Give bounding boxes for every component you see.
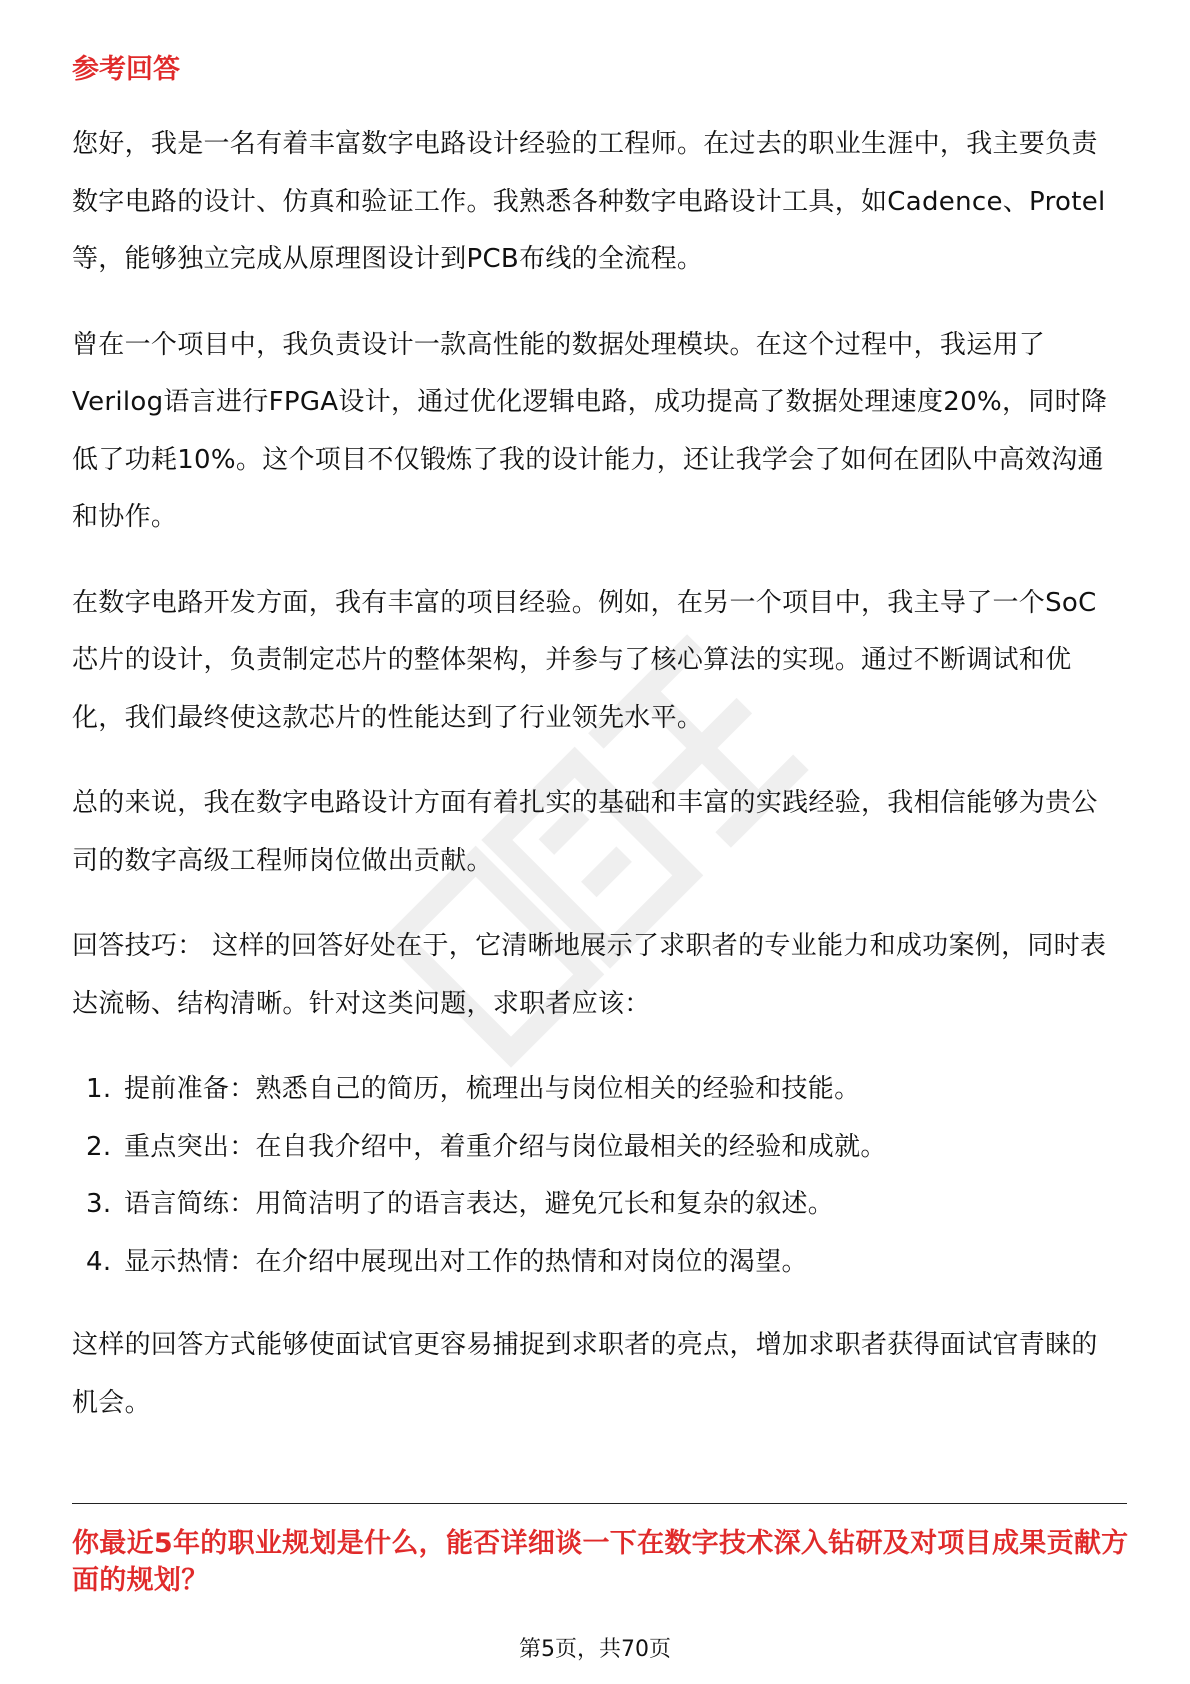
list-item-text: 重点突出：在自我介绍中，着重介绍与岗位最相关的经验和成就。 xyxy=(124,1131,887,1162)
list-item-text: 显示热情：在介绍中展现出对工作的热情和对岗位的渴望。 xyxy=(124,1246,808,1277)
answer-paragraph: 曾在一个项目中，我负责设计一款高性能的数据处理模块。在这个过程中，我运用了Verilog语言进行FPGA设计，通过优化逻辑电路，成功提高了数据处理速度20%，同时降低了功耗10%。这个项目不仅锻炼了我的设计能力，还让我学会了如何在团队中高效沟通和协作。 xyxy=(72,329,1108,532)
list-item-number: 2. xyxy=(86,1131,112,1162)
answer-paragraph: 您好，我是一名有着丰富数字电路设计经验的工程师。在过去的职业生涯中，我主要负责数字电路的设计、仿真和验证工作。我熟悉各种数字电路设计工具，如Cadence、Protel等，能够独立完成从原理图设计到PCB布线的全流程。 xyxy=(72,129,1106,274)
list-item-number: 1. xyxy=(86,1074,112,1104)
answer-content xyxy=(72,116,1122,1460)
list-item xyxy=(72,1119,1122,1177)
list-item xyxy=(72,1176,1122,1234)
list-item-number: 3. xyxy=(86,1189,112,1219)
list-item xyxy=(72,1061,1122,1119)
section-title: 参考回答 xyxy=(72,54,180,85)
tips-list xyxy=(72,1061,1122,1291)
list-item-text: 提前准备：熟悉自己的简历，梳理出与岗位相关的经验和技能。 xyxy=(124,1074,861,1104)
answer-paragraph: 在数字电路开发方面，我有丰富的项目经验。例如，在另一个项目中，我主导了一个SoC芯片的设计，负责制定芯片的整体架构，并参与了核心算法的实现。通过不断调试和优化，我们最终使这款芯片的性能达到了行业领先水平。 xyxy=(72,587,1097,733)
list-item-text: 语言简练：用简洁明了的语言表达，避免冗长和复杂的叙述。 xyxy=(124,1189,835,1219)
page-number: 第5页，共70页 xyxy=(519,1637,671,1662)
section-divider xyxy=(72,1503,1127,1504)
next-question-heading: 你最近5年的职业规划是什么，能否详细谈一下在数字技术深入钻研及对项目成果贡献方面的规划？ xyxy=(72,1528,1129,1596)
tips-intro: 回答技巧： 这样的回答好处在于，它清晰地展示了求职者的专业能力和成功案例，同时表达流畅、结构清晰。针对这类问题，求职者应该： xyxy=(72,931,1107,1019)
closing-paragraph: 这样的回答方式能够使面试官更容易捕捉到求职者的亮点，增加求职者获得面试官青睐的机会。 xyxy=(72,1330,1098,1418)
list-item xyxy=(72,1234,1122,1292)
list-item-number: 4. xyxy=(86,1246,112,1277)
answer-paragraph: 总的来说，我在数字电路设计方面有着扎实的基础和丰富的实践经验，我相信能够为贵公司的数字高级工程师岗位做出贡献。 xyxy=(72,788,1098,876)
